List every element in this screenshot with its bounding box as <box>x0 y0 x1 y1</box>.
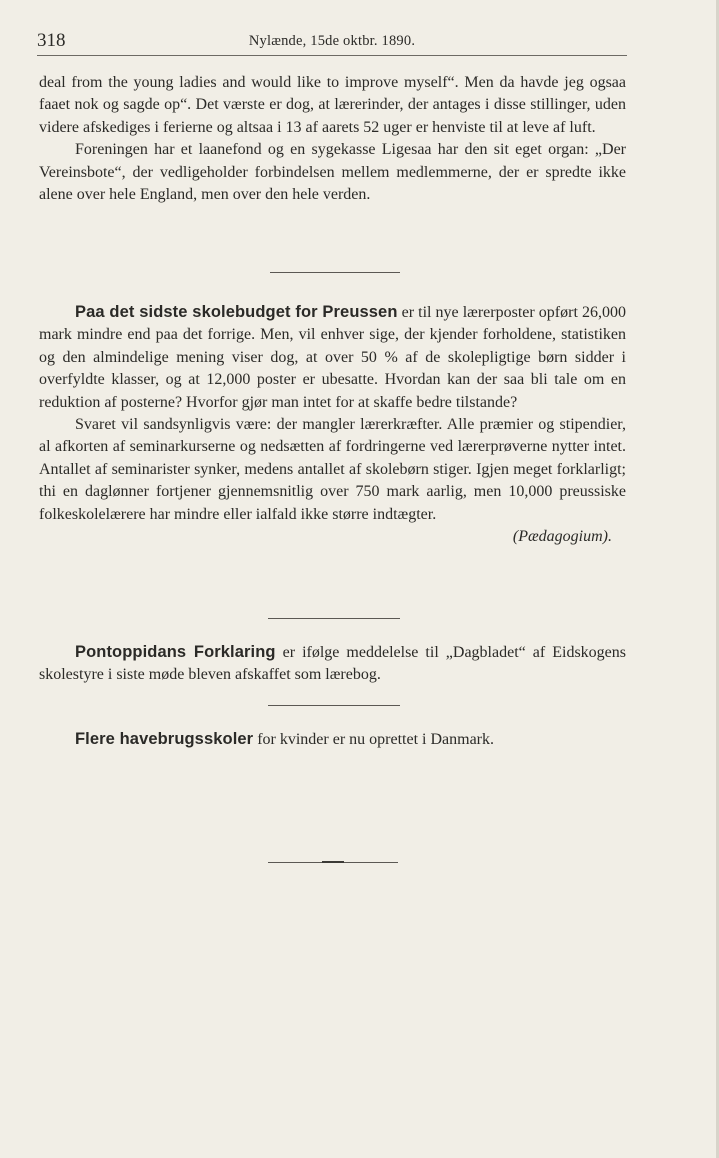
pontoppidan-paragraph <box>39 641 626 687</box>
continued-paragraph-2: Foreningen har et laanefond og en sygekasse Ligesaa har den sit eget organ: „Der Vereinsbote“, der vedligeholder forbindelsen mellem medlemmerne, der er spredte ikke alene over hele England, men over den hele verden. <box>39 141 626 204</box>
page-number: 318 <box>37 30 66 51</box>
preussen-paragraph-1 <box>39 301 626 414</box>
preussen-article <box>39 301 626 548</box>
continued-article <box>39 72 626 206</box>
pontoppidan-heading: Pontoppidans Forklaring <box>75 643 276 661</box>
havebrug-article <box>39 728 626 751</box>
running-head: Nylænde, 15de oktbr. 1890. <box>248 33 416 49</box>
havebrug-paragraph <box>39 728 626 751</box>
preussen-paragraph-2: Svaret vil sandsynligvis være: der mangler lærerkræfter. Alle præmier og stipendier, al afkorten af seminarkurserne og nedsætten af fordringerne ved lærerprøverne nytter intet. Antallet af seminarister synker, medens antallet af skolebørn stiger. Igjen meget forklarligt; thi en daglønner fortjener gjennemsnitlig over 750 mark aarlig, men 10,000 preussiske folkeskolelærere har mindre eller ialfald ikke større indtægter. <box>39 416 626 523</box>
pontoppidan-paragraph-text: er ifølge meddelelse til „Dagbladet“ af Eidskogens skolestyre i siste møde bleven afskaffet som lærebog. <box>39 644 626 684</box>
page-header <box>37 30 627 60</box>
continued-paragraph-1: deal from the young ladies and would like to improve myself“. Men da havde jeg ogsaa faaet nok og sagde op“. Det værste er dog, at lærerinder, der antages i disse stillinger, uden videre afskediges i ferierne og altsaa i 13 af aarets 52 uger er henviste til at leve af luft. <box>39 74 626 136</box>
end-rule-accent <box>322 861 344 863</box>
preussen-source: (Pædagogium). <box>512 528 612 546</box>
section-divider <box>268 705 400 706</box>
header-rule <box>37 55 627 56</box>
preussen-heading: Paa det sidste skolebudget for Preussen <box>75 303 398 321</box>
preussen-paragraph-1-text: er til nye lærerposter opført 26,000 mark mindre end paa det forrige. Men, vil enhver sige, der kjender forholdene, statistiken og den almindelige mening viser dog, at over 50 % af de skolepligtige børn sidder i overfyldte klasser, og at 12,000 poster er ubesatte. Hvordan kan der saa bli tale om en reduktion af posterne? Hvorfor gjør man intet for at skaffe bedre tilstande? <box>39 304 626 411</box>
section-divider <box>268 618 400 619</box>
pontoppidan-article <box>39 641 626 687</box>
section-divider <box>270 272 400 273</box>
havebrug-heading: Flere havebrugsskoler <box>75 730 254 748</box>
havebrug-paragraph-text: for kvinder er nu oprettet i Danmark. <box>253 731 494 748</box>
